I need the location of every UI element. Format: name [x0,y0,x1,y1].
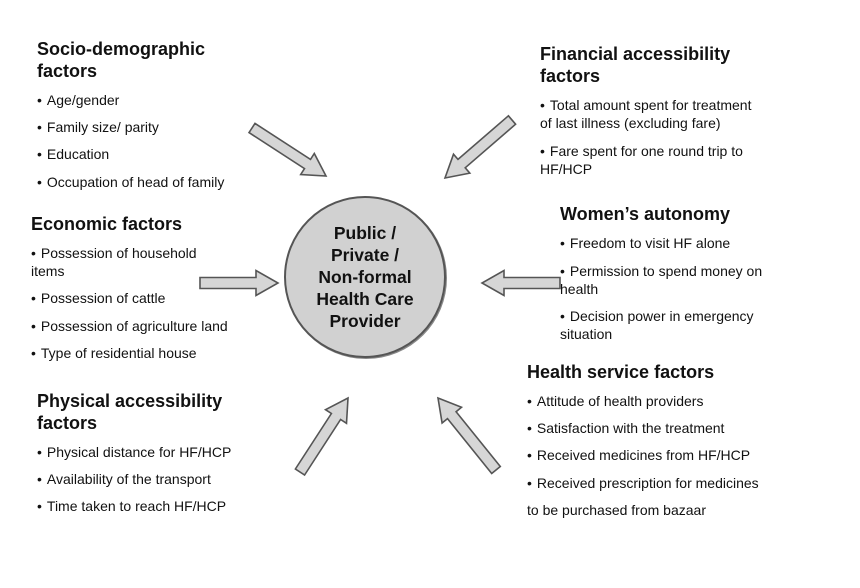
list-item: • Availability of the transport [37,471,211,487]
bullet-icon: • [560,263,565,279]
arrow-from-health-service [438,398,500,474]
center-line: Private / [330,245,400,265]
list-item: • Fare spent for one round trip to HF/HCP [540,143,743,177]
arrow-from-socio-demographic [249,123,326,176]
list-item: • Possession of household items [31,245,197,279]
list-item: • Education [37,146,110,162]
arrow-from-physical [295,398,348,475]
list-item: • Occupation of head of family [37,174,225,190]
list-item: • Permission to spend money on health [560,263,763,297]
arrow-from-womens-autonomy [482,271,560,296]
list-item: • Age/gender [37,92,120,108]
list-item: • Attitude of health providers [527,393,704,409]
central-provider-circle [284,196,446,358]
title-line: factors [540,66,601,86]
center-line: Health Care [316,289,414,309]
list-item: to be purchased from bazaar [527,502,706,518]
bullet-icon: • [37,119,42,135]
bullet-icon: • [540,97,545,113]
bullet-icon: • [560,235,565,251]
bullet-icon: • [527,475,532,491]
arrow-from-financial [445,116,516,178]
bullet-icon: • [31,290,36,306]
list-item: • Physical distance for HF/HCP [37,444,232,460]
title-line: Women’s autonomy [560,204,731,224]
center-line: Provider [329,311,401,331]
bullet-icon: • [31,318,36,334]
bullet-icon: • [37,174,42,190]
list-item: • Family size/ parity [37,119,159,135]
list-item: • Received medicines from HF/HCP [527,447,751,463]
list-item: • Possession of agriculture land [31,318,228,334]
bullet-icon: • [31,345,36,361]
center-line: Non-formal [318,267,412,287]
list-item: • Type of residential house [31,345,197,361]
list-item: • Satisfaction with the treatment [527,420,725,436]
bullet-icon: • [37,498,42,514]
bullet-icon: • [37,92,42,108]
bullet-icon: • [527,393,532,409]
bullet-icon: • [37,146,42,162]
arrow-from-economic [200,271,278,296]
title-line: Socio-demographic [37,39,206,59]
title-line: Economic factors [31,214,183,234]
center-line: Public / [333,223,397,243]
list-item: • Freedom to visit HF alone [560,235,731,251]
list-item: • Total amount spent for treatment of last illness (excluding fare) [540,97,752,131]
bullet-icon: • [560,308,565,324]
bullet-icon: • [37,471,42,487]
title-line: factors [37,413,98,433]
bullet-icon: • [31,245,36,261]
list-item: • Received prescription for medicines [527,475,759,491]
bullet-icon: • [527,420,532,436]
list-item: • Decision power in emergency situation [560,308,754,342]
bullet-icon: • [527,447,532,463]
list-item: • Possession of cattle [31,290,166,306]
bullet-icon: • [540,143,545,159]
bullet-icon: • [37,444,42,460]
central-provider-label [286,222,444,332]
list-item: • Time taken to reach HF/HCP [37,498,227,514]
title-line: Physical accessibility [37,391,223,411]
title-line: Health service factors [527,362,715,382]
title-line: factors [37,61,98,81]
title-line: Financial accessibility [540,44,731,64]
